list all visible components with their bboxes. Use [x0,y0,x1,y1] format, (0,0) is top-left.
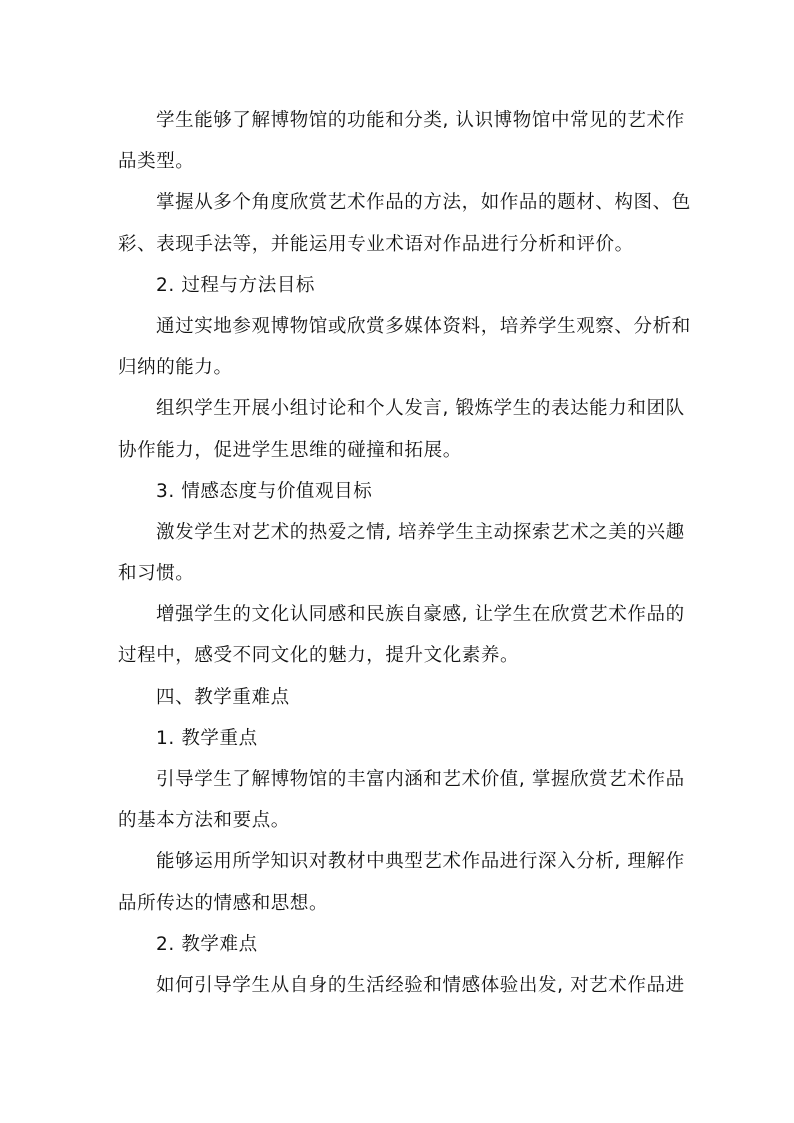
text-line: 和习惯。 [118,563,195,585]
subsection-heading-teaching-difficulty: 2. 教学难点 [156,933,258,955]
subsection-heading-teaching-focus: 1. 教学重点 [156,727,258,749]
paragraph-art-passion [118,512,685,594]
section-heading-process-methods: 2. 过程与方法目标 [156,274,316,296]
document-body [118,100,691,1006]
text-line: 掌握从多个角度欣赏艺术作品的方法，如作品的题材、构图、色 [156,192,691,214]
paragraph-focus-guidance [118,759,685,841]
paragraph-group-discussion [118,388,685,470]
text-line: 通过实地参观博物馆或欣赏多媒体资料，培养学生观察、分析和 [156,315,691,337]
section-heading-emotion-values: 3. 情感态度与价值观目标 [156,480,373,502]
text-line: 品所传达的情感和思想。 [118,892,329,914]
text-line: 组织学生开展小组讨论和个人发言, 锻炼学生的表达能力和团队 [156,398,685,420]
text-line: 归纳的能力。 [118,357,233,379]
paragraph-difficulty-guidance [118,965,685,1006]
text-line: 能够运用所学知识对教材中典型艺术作品进行深入分析, 理解作 [156,851,685,873]
text-line: 增强学生的文化认同感和民族自豪感, 让学生在欣赏艺术作品的 [156,604,685,626]
section-heading-key-difficulties: 四、教学重难点 [156,686,290,708]
text-line: 协作能力，促进学生思维的碰撞和拓展。 [118,439,462,461]
paragraph-museum-knowledge [118,100,685,182]
text-line: 彩、表现手法等，并能运用专业术语对作品进行分析和评价。 [118,233,634,255]
paragraph-observation-skills [118,306,691,388]
text-line: 品类型。 [118,151,195,173]
text-line: 学生能够了解博物馆的功能和分类, 认识博物馆中常见的艺术作 [156,110,685,131]
paragraph-cultural-identity [118,594,685,676]
paragraph-focus-analysis [118,841,685,923]
paragraph-appreciation-methods [118,182,691,264]
text-line: 的基本方法和要点。 [118,810,290,832]
text-line: 如何引导学生从自身的生活经验和情感体验出发, 对艺术作品进 [156,974,685,996]
text-line: 过程中，感受不同文化的魅力，提升文化素养。 [118,645,520,667]
text-line: 激发学生对艺术的热爱之情, 培养学生主动探索艺术之美的兴趣 [156,521,685,543]
text-line: 引导学生了解博物馆的丰富内涵和艺术价值, 掌握欣赏艺术作品 [156,769,685,790]
